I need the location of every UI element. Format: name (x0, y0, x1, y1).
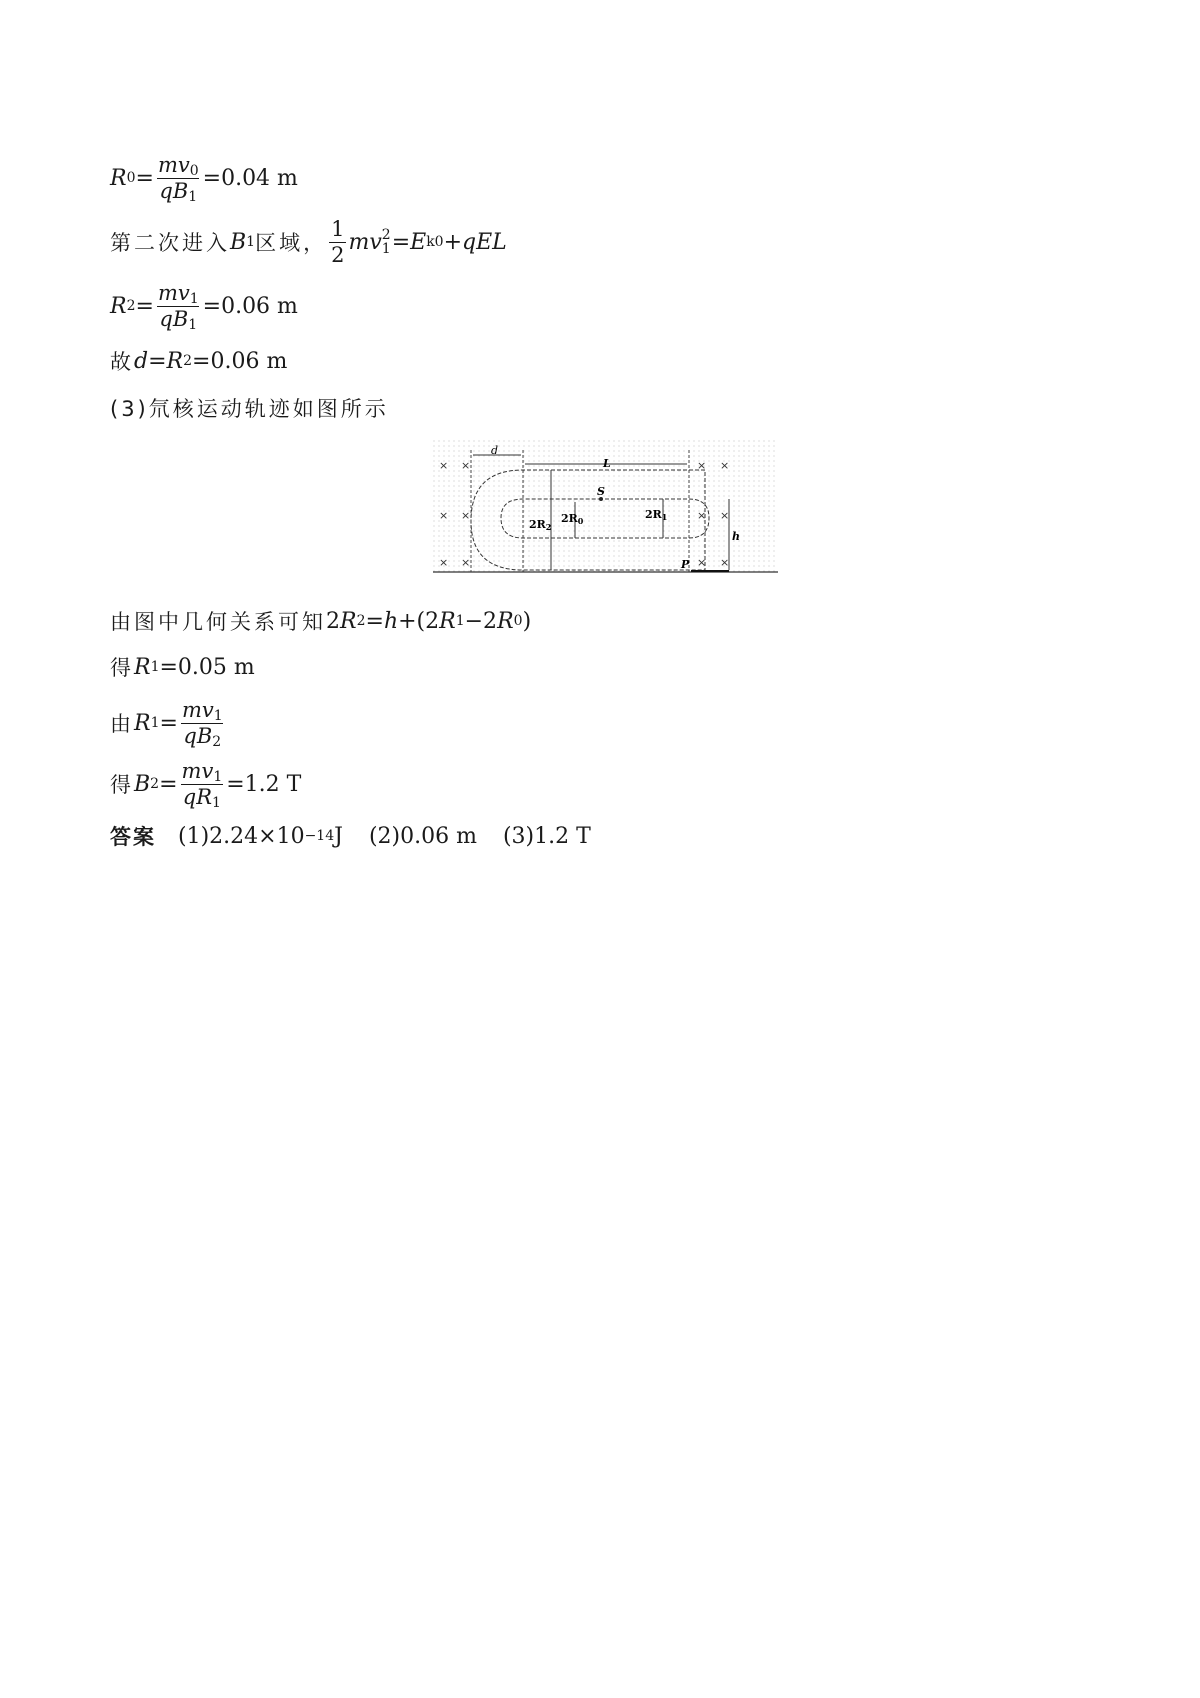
value: =0.04 m (202, 165, 298, 191)
equation-geometry: 由图中几何关系可知 2 R 2 = h +(2 R 1 −2 R 0 ) (110, 593, 531, 649)
equals: = (391, 229, 411, 255)
den: qR (182, 784, 213, 809)
num: mv (181, 759, 214, 784)
label-h: h (732, 530, 740, 543)
subsup (382, 228, 391, 256)
equals: = (365, 608, 384, 634)
den: qB (159, 178, 189, 203)
label-sub: 1 (661, 512, 668, 522)
fraction (180, 759, 225, 811)
cross: × (439, 459, 449, 472)
cross: × (697, 556, 707, 569)
sub: 0 (189, 163, 199, 180)
equation-d: 故 d = R 2 =0.06 m (110, 333, 287, 389)
fraction (180, 698, 225, 750)
sub: 1 (188, 316, 198, 333)
var-r: R (134, 654, 151, 680)
answer-2: (2)0.06 m (368, 823, 477, 849)
sub: 1 (213, 769, 223, 786)
minus: −2 (464, 608, 498, 634)
num: mv (157, 153, 190, 178)
equals: = (135, 165, 154, 191)
cross: × (697, 459, 707, 472)
value: =0.06 m (192, 348, 288, 374)
var-b: B (230, 229, 247, 255)
answer-3: (3)1.2 T (502, 823, 591, 849)
var-r: R (110, 165, 127, 191)
sub: 1 (189, 291, 199, 308)
answer-label: 答案 (110, 825, 156, 849)
fraction (156, 281, 201, 333)
equals: = (148, 348, 167, 374)
equation-r1-value: 得 R 1 =0.05 m (110, 639, 255, 695)
section-3-intro (110, 380, 389, 436)
trajectory-diagram (433, 440, 778, 580)
label-text: 2R (529, 518, 546, 531)
value: =0.06 m (202, 293, 298, 319)
label-p: P (681, 558, 690, 571)
cross: × (439, 556, 449, 569)
label-sub: 0 (577, 516, 584, 526)
text: 由图中几何关系可知 (110, 610, 326, 634)
equation-energy: 第二次进入 B 1 区域， $\frac{1}{2}$ mv 2 1 = E k0 + qEL (110, 217, 507, 267)
sub: 1 (188, 188, 198, 205)
cross: × (720, 556, 730, 569)
text: 由 (110, 712, 134, 736)
var-r: R (497, 608, 514, 634)
fraction-half (329, 218, 346, 265)
den: 2 (331, 242, 345, 267)
cross: × (720, 509, 730, 522)
den: qB (183, 723, 213, 748)
cross: × (461, 509, 471, 522)
answer-1: (1)2.24×10 (178, 823, 305, 849)
label-sub: 2 (545, 522, 552, 532)
var-r: R (439, 608, 456, 634)
equals: = (135, 293, 154, 319)
num: mv (181, 698, 214, 723)
coef: 2 (326, 608, 340, 634)
var-r: R (166, 348, 184, 374)
label-s: S (597, 485, 605, 498)
text: 区域， (255, 231, 328, 255)
equals: = (159, 771, 178, 797)
plus: + (443, 229, 463, 255)
sub: 1 (213, 708, 223, 725)
var-h: h (383, 608, 399, 634)
num: 1 (331, 217, 345, 242)
var-b: B (134, 771, 151, 797)
label-text: 2R (645, 508, 662, 521)
text: 得 (110, 773, 134, 797)
equation-r0: R 0 = $\frac{mv_0}{qB_1}$ =0.04 m (110, 153, 298, 205)
equation-r2: R 2 = $\frac{mv_1}{qB_1}$ =0.06 m (110, 281, 298, 333)
value: =1.2 T (226, 771, 302, 797)
value: =0.05 m (159, 654, 255, 680)
var-e: E (410, 229, 427, 255)
label-text: 2R (561, 512, 578, 525)
sub: 2 (212, 733, 222, 750)
var-mv: mv (348, 229, 382, 255)
fraction (156, 153, 201, 205)
unit: J (334, 823, 343, 849)
var-r: R (110, 293, 127, 319)
paren: ) (522, 608, 532, 634)
text: 得 (110, 656, 134, 680)
var-qel: qEL (462, 229, 507, 255)
sub: 1 (381, 241, 391, 257)
answer-line: 答案 (1)2.24×10 −14 J (2)0.06 m (3)1.2 T (110, 808, 591, 864)
var-r: R (340, 608, 357, 634)
cross: × (439, 509, 449, 522)
sup: 2 (381, 227, 391, 243)
text: 第二次进入 (110, 231, 230, 255)
cross: × (461, 556, 471, 569)
equation-r1-formula: 由 R 1 = $\frac{mv_1}{qB_2}$ (110, 698, 223, 750)
text: 故 (110, 350, 134, 374)
cross: × (697, 509, 707, 522)
label-d: d (491, 444, 499, 457)
equals: = (159, 710, 178, 736)
cross: × (461, 459, 471, 472)
var-r: R (134, 710, 151, 736)
label-l: L (603, 457, 611, 470)
text: (3)氘核运动轨迹如图所示 (110, 397, 389, 421)
sub: 1 (212, 794, 221, 811)
den: qB (159, 306, 189, 331)
num: mv (157, 281, 190, 306)
var-d: d (134, 348, 149, 374)
cross: × (720, 459, 730, 472)
plus: +(2 (398, 608, 440, 634)
equation-b2: 得 B 2 = $\frac{mv_1}{qR_1}$ =1.2 T (110, 759, 302, 811)
